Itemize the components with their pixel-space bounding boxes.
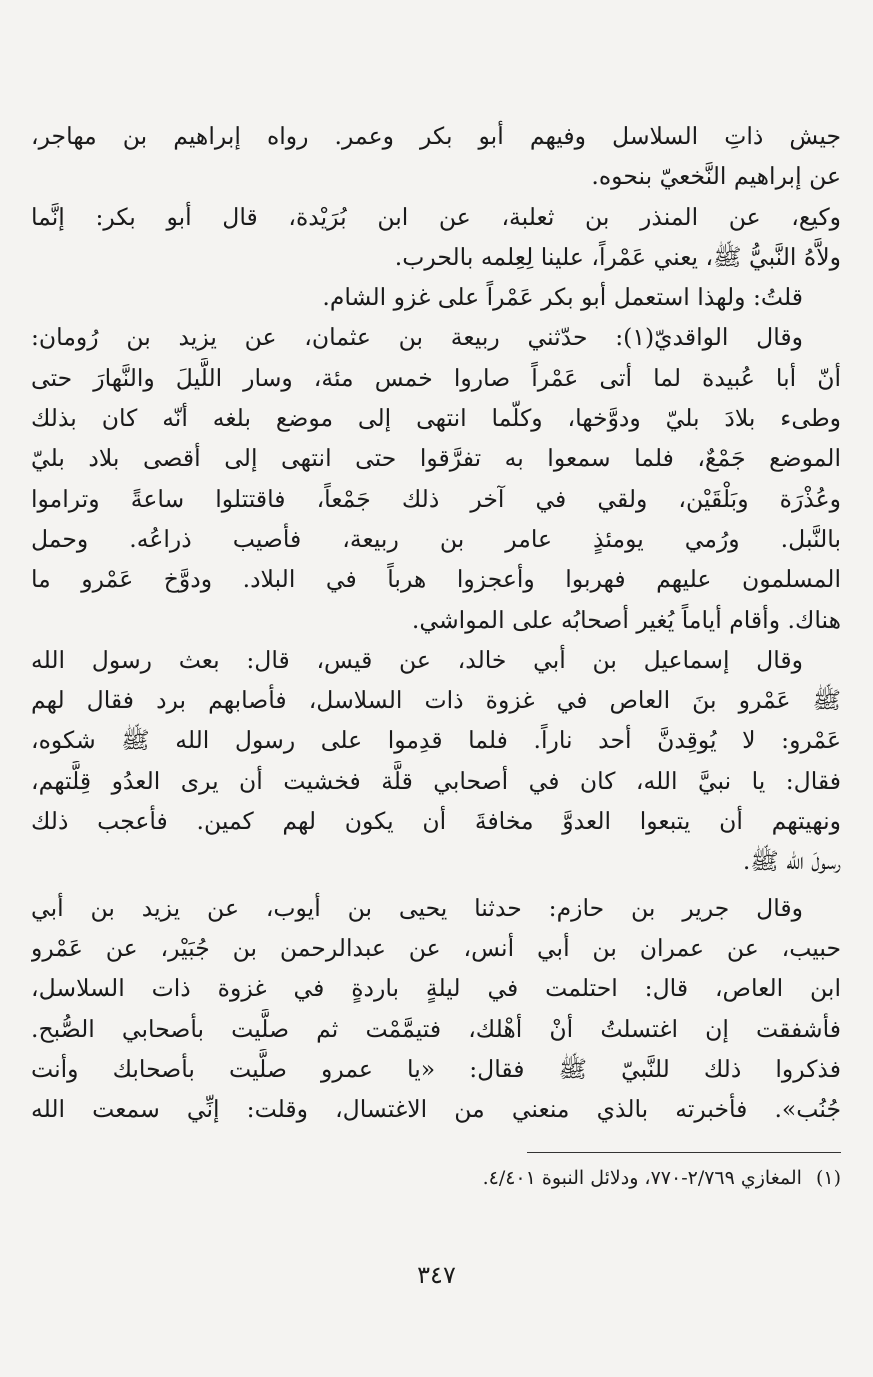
text-line: عَمْرو: لا يُوقِدنَّ أحد ناراً. فلما قدِموا على رسول الله ﷺ شكوه، [31,726,841,755]
text-line: بالنَّبل. ورُمي يومئذٍ عامر بن ربيعة، فأصيب ذراعُه. وحمل [31,524,841,553]
text-line: ابن العاص، قال: احتلمت في ليلةٍ باردةٍ في غزوة ذات السلاسل، [31,974,841,1003]
text-line: ونهيتهم أن يتبعوا العدوَّ مخافةَ أن يكون لهم كمين. فأعجب ذلك [31,807,841,836]
text-line: وكيع، عن المنذر بن ثعلبة، عن ابن بُرَيْدة، قال أبو بكر: إنَّما [31,202,841,231]
footnote-text: المغازي ٢/٧٦٩-٧٧٠، ودلائل النبوة ٤/٤٠١. [482,1167,802,1189]
text-line: وطىء بلادَ بليّ ودوَّخها، وكلّما انتهى إلى موضع بلغه أنّه كان بذلك [31,404,841,433]
text-line: وعُذْرَة وبَلْقَيْن، ولقي في آخر ذلك جَمْعاً، فاقتتلوا ساعةً وتراموا [31,484,841,513]
text-line: الموضع جَمْعٌ، فلما سمعوا به تفرَّقوا حتى انتهى إلى أقصى بلاد بليّ [31,444,841,473]
text-line: عن إبراهيم النَّخعيّ بنحوه. [591,162,841,191]
text-line: أنّ أبا عُبيدة لما أتى عَمْراً صاروا خمس مئة، وسار اللَّيلَ والنَّهارَ حتى [31,363,841,392]
text-line: فذكروا ذلك للنَّبيّ ﷺ فقال: «يا عمرو صلَّيت بأصحابك وأنت [31,1054,841,1083]
text-line: قلتُ: ولهذا استعمل أبو بكر عَمْراً على غزو الشام. [322,283,803,312]
text-line: فأشفقت إن اغتسلتُ أنْ أهْلك، فتيمَّمْت ثم صلَّيت بأصحابي الصُّبح. [31,1014,841,1043]
text-line: ﷺ عَمْرو بنَ العاص في غزوة ذات السلاسل، فأصابهم برد فقال لهم [31,686,841,715]
text-line: ولاَّهُ النَّبيُّ ﷺ، يعني عَمْراً، علينا لِعِلمه بالحرب. [394,242,841,271]
footnote-number: (١) [815,1167,841,1189]
text-line: وقال الواقديّ(١): حدّثني ربيعة بن عثمان، عن يزيد بن رُومان: [31,323,803,352]
page-body [31,116,841,1129]
footnote [31,1160,841,1196]
text-line: حبيب، عن عمران بن أبي أنس، عن عبدالرحمن بن جُبَيْر، عن عَمْرو [31,933,841,962]
text-line: المسلمون عليهم فهربوا وأعجزوا هرباً في البلاد. ودوَّخ عَمْرو ما [31,565,841,594]
footnote-divider [527,1152,841,1153]
text-line: وقال جرير بن حازم: حدثنا يحيى بن أيوب، عن يزيد بن أبي [31,893,803,922]
text-line: فقال: يا نبيَّ الله، كان في أصحابي قلَّة فخشيت أن يرى العدُو قِلَّتهم، [31,766,841,795]
text-line: وقال إسماعيل بن أبي خالد، عن قيس، قال: بعث رسول الله [31,645,803,674]
text-line: هناك. وأقام أياماً يُغير أصحابُه على المواشي. [411,605,841,634]
text-line: رسولَ الله ﷺ. [742,847,841,876]
page-number: ٣٤٧ [417,1261,456,1289]
text-line: جيش ذاتِ السلاسل وفيهم أبو بكر وعمر. رواه إبراهيم بن مهاجر، [31,122,841,150]
text-line: جُنُب». فأخبرته بالذي منعني من الاغتسال، وقلت: إنِّي سمعت الله [31,1095,841,1124]
